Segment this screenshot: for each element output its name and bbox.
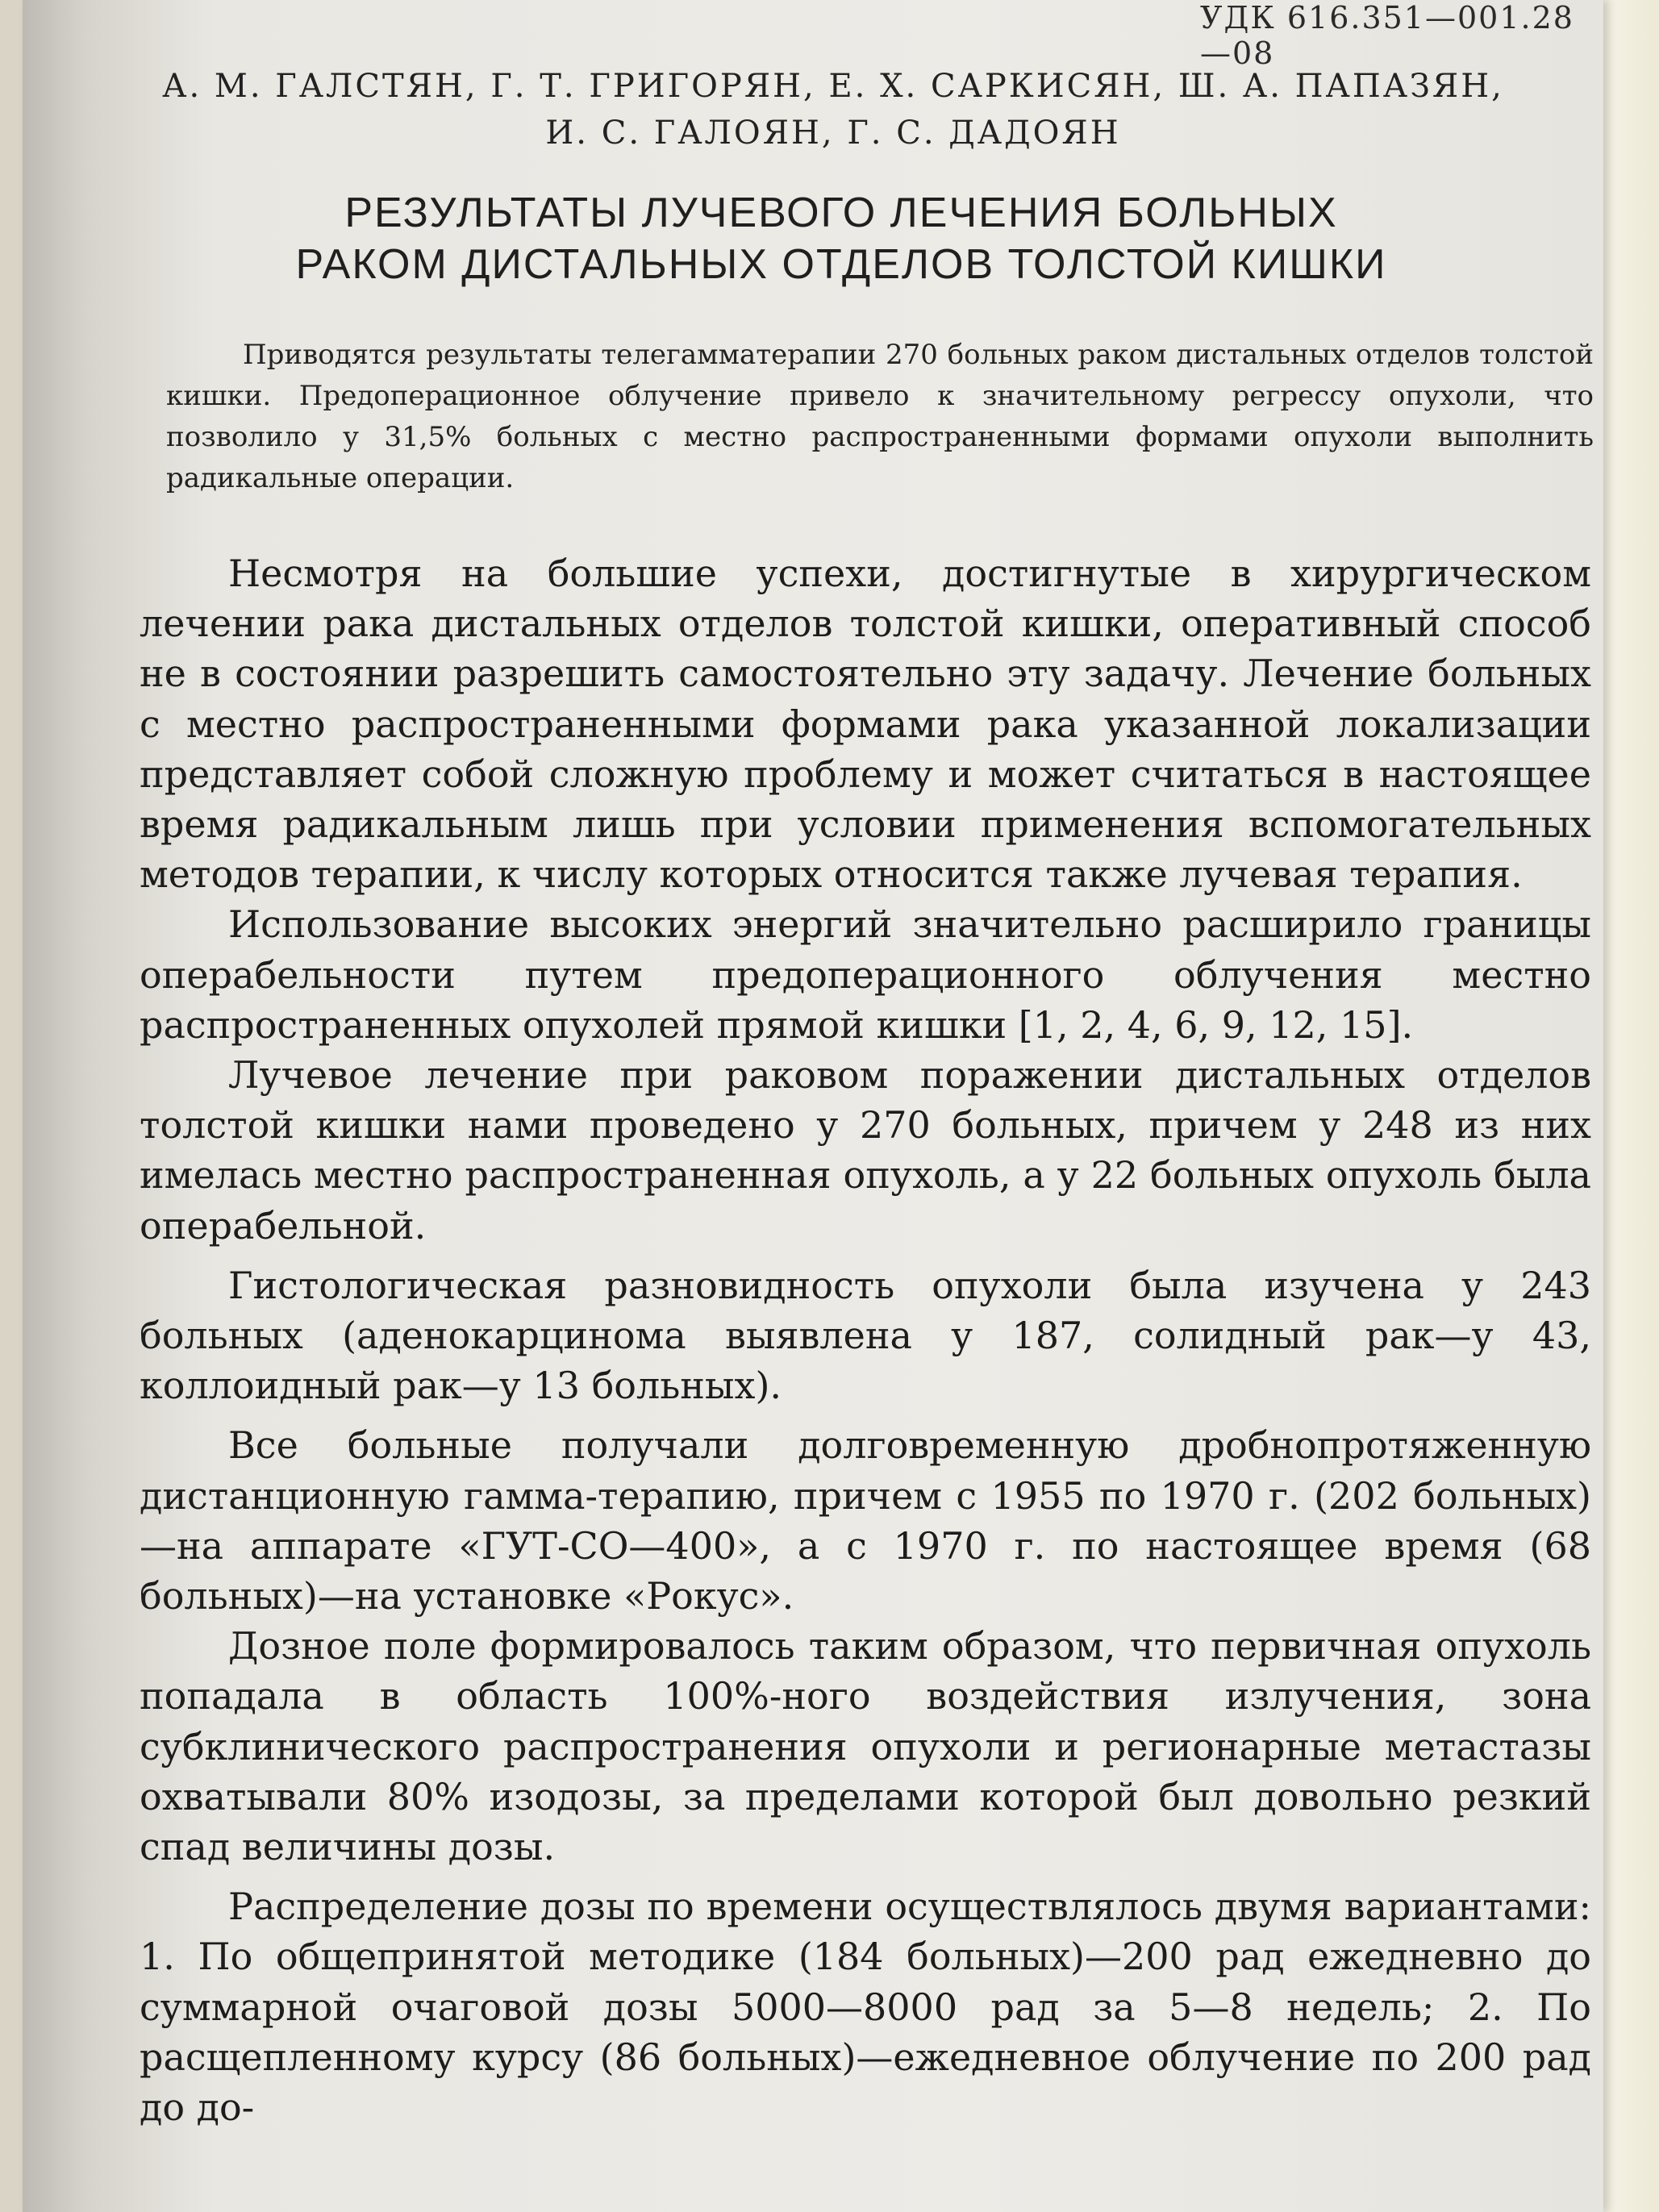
paragraph: Несмотря на большие успехи, достигнутые в хирургическом лечении рака дистальных отделов толстой кишки, оперативный способ не в состоянии разрешить самостоятельно эту задачу. Лечение больных с местно распространенными формами рака указанной локализации представляет собой сложную проблему и может считаться в настоящее время радикальным лишь при условии применения вспомогательных методов терапии, к числу которых относится также лучевая терапия. [140, 552, 1591, 897]
article-title [23, 187, 1659, 290]
udk-code: УДК 616.351—001.28—08 [1200, 0, 1574, 71]
paragraph: Гистологическая разновидность опухоли была изучена у 243 больных (аденокарцинома выявлена у 187, солидный рак—у 43, коллоидный рак—у 13 больных). [140, 1263, 1591, 1408]
title-line-2: РАКОМ ДИСТАЛЬНЫХ ОТДЕЛОВ ТОЛСТОЙ КИШКИ [295, 241, 1387, 288]
paragraph: Дозное поле формировалось таким образом, что первичная опухоль попадала в область 100%-ного воздействия излучения, зона субклинического распространения опухоли и регионарные метастазы охватывали 80% изодозы, за пределами которой был довольно резкий спад величины дозы. [140, 1624, 1591, 1869]
paper-page [23, 0, 1603, 2212]
abstract: Приводятся результаты телегамматерапии 270 больных раком дистальных отделов толстой кишки. Предоперационное облучение привело к значительному регрессу опухоли, что позволило у 31,5% больных с местно распространенными формами опухоли выполнить радикальные операции. [166, 339, 1594, 494]
authors-line-2: И. С. ГАЛОЯН, Г. С. ДАДОЯН [545, 115, 1121, 152]
paragraph: Лучевое лечение при раковом поражении дистальных отделов толстой кишки нами проведено у 270 больных, причем у 248 из них имелась местно распространенная опухоль, а у 22 больных опухоль была операбельной. [140, 1053, 1591, 1248]
authors [23, 63, 1644, 156]
body-text [140, 548, 1591, 2132]
paragraph: Все больные получали долговременную дробнопротяженную дистанционную гамма-терапию, причем с 1955 по 1970 г. (202 больных)—на аппарате «ГУТ-СО—400», а с 1970 г. по настоящее время (68 больных)—на установке «Рокус». [140, 1423, 1591, 1618]
title-line-1: РЕЗУЛЬТАТЫ ЛУЧЕВОГО ЛЕЧЕНИЯ БОЛЬНЫХ [344, 190, 1338, 236]
paragraph: Распределение дозы по времени осуществлялось двумя вариантами: 1. По общепринятой методике (184 больных)—200 рад ежедневно до суммарной очаговой дозы 5000—8000 рад за 5—8 недель; 2. По расщепленному курсу (86 больных)—ежедневное облучение по 200 рад до до- [140, 1885, 1591, 2130]
authors-line-1: А. М. ГАЛСТЯН, Г. Т. ГРИГОРЯН, Е. Х. САРКИСЯН, Ш. А. ПАПАЗЯН, [162, 68, 1504, 105]
paragraph: Использование высоких энергий значительно расширило границы операбельности путем предоперационного облучения местно распространенных опухолей прямой кишки [1, 2, 4, 6, 9, 12, 15]. [140, 902, 1591, 1047]
